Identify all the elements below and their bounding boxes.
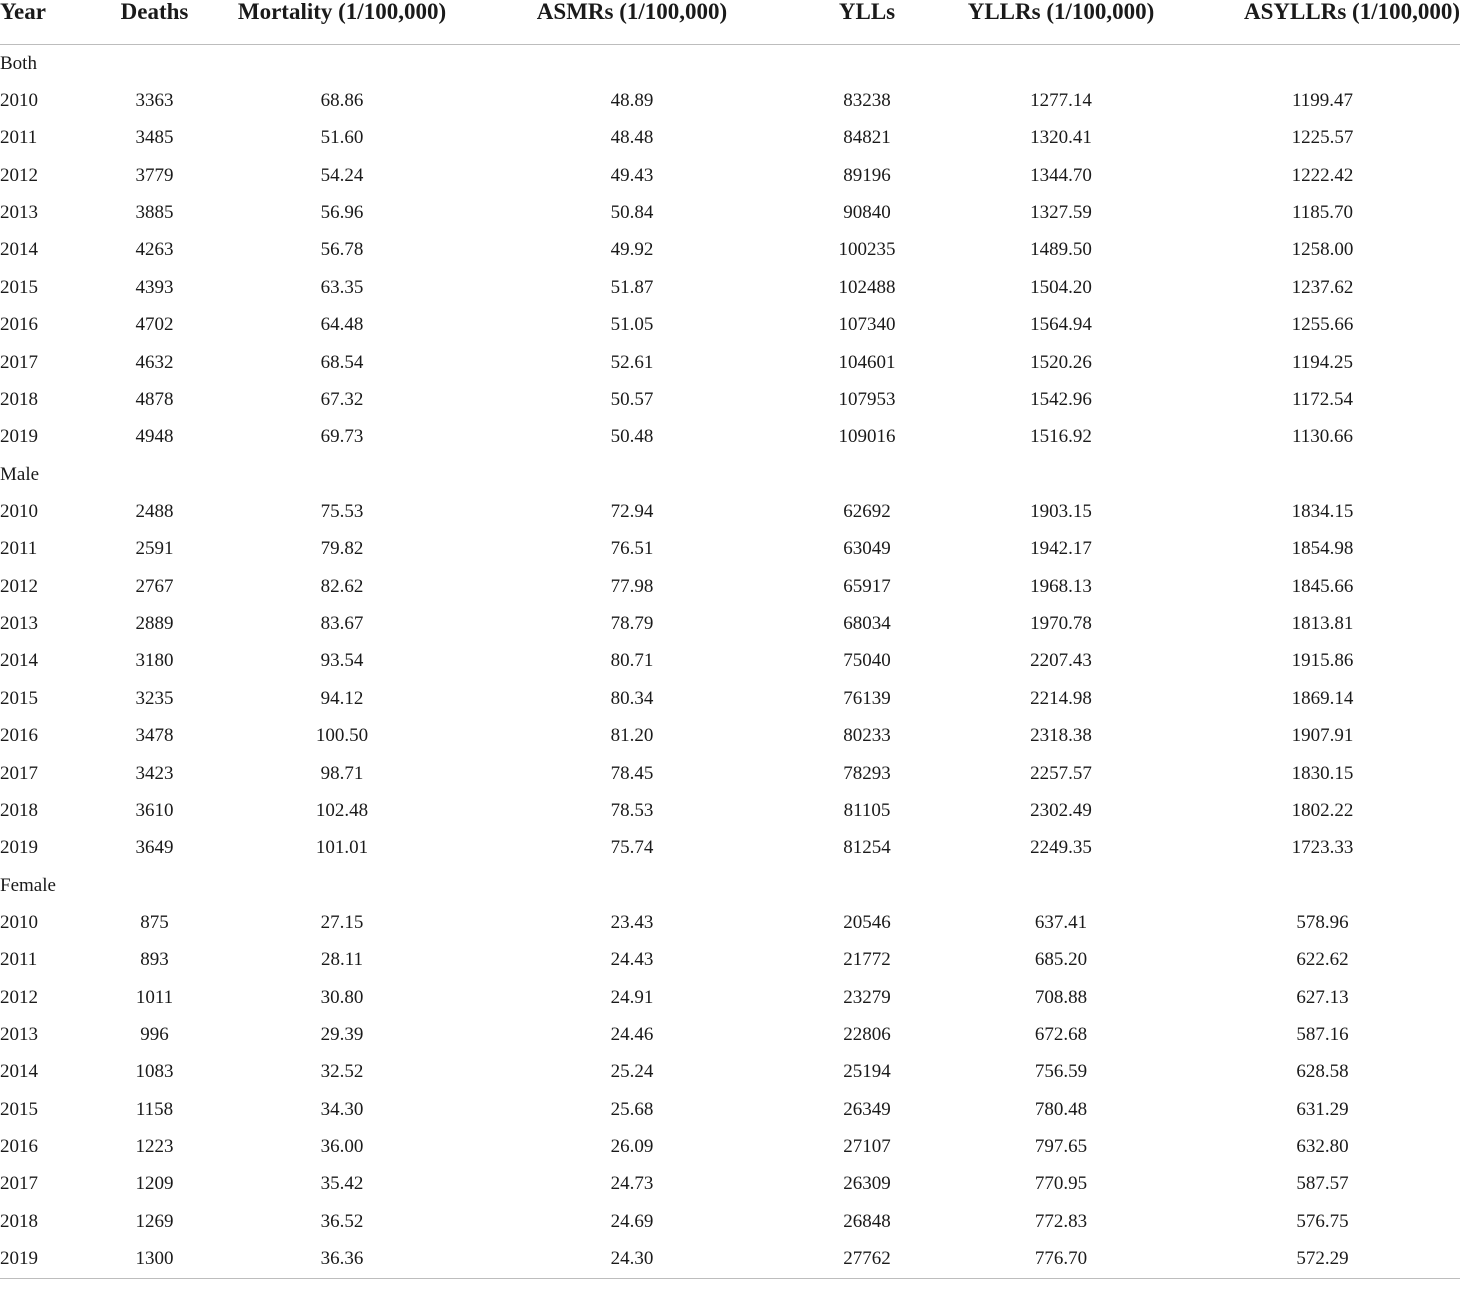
table-row xyxy=(0,568,1460,605)
cell-year: 2016 xyxy=(0,725,38,747)
cell-yllrs: 2214.98 xyxy=(1030,687,1092,709)
cell-asyllrs: 1258.00 xyxy=(1291,239,1354,261)
cell-yllrs: 2249.35 xyxy=(1030,837,1092,859)
group-row xyxy=(0,867,1460,904)
cell-asyllrs: 1194.25 xyxy=(1291,351,1354,373)
cell-yllrs: 772.83 xyxy=(1034,1210,1088,1232)
table-row xyxy=(0,381,1460,418)
cell-asyllrs: 631.29 xyxy=(1296,1098,1349,1120)
cell-deaths: 4393 xyxy=(135,276,174,298)
cell-asmrs: 51.05 xyxy=(610,314,654,336)
cell-asyllrs: 1813.81 xyxy=(1291,613,1354,635)
table-row xyxy=(0,830,1460,867)
cell-asmrs: 25.24 xyxy=(610,1061,654,1083)
cell-ylls: 26309 xyxy=(843,1173,891,1195)
cell-asyllrs: 627.13 xyxy=(1296,986,1349,1008)
table-row xyxy=(0,419,1460,456)
cell-asmrs: 24.46 xyxy=(610,1024,654,1046)
cell-mortality: 100.50 xyxy=(315,725,369,747)
cell-ylls: 76139 xyxy=(843,687,891,709)
cell-year: 2015 xyxy=(0,1098,38,1120)
cell-mortality: 82.62 xyxy=(320,575,364,597)
cell-year: 2013 xyxy=(0,202,38,224)
cell-yllrs: 2207.43 xyxy=(1030,650,1092,672)
cell-asyllrs: 1845.66 xyxy=(1291,575,1354,597)
table-row xyxy=(0,157,1460,194)
cell-mortality: 51.60 xyxy=(320,127,364,149)
cell-yllrs: 1277.14 xyxy=(1030,90,1092,112)
cell-deaths: 4878 xyxy=(135,388,174,410)
cell-asyllrs: 632.80 xyxy=(1296,1136,1349,1158)
cell-yllrs: 797.65 xyxy=(1034,1136,1088,1158)
cell-asyllrs: 587.16 xyxy=(1296,1024,1349,1046)
cell-year: 2016 xyxy=(0,1136,38,1158)
cell-mortality: 102.48 xyxy=(315,799,369,821)
cell-year: 2017 xyxy=(0,1173,38,1195)
cell-asyllrs: 576.75 xyxy=(1296,1210,1349,1232)
cell-asmrs: 49.92 xyxy=(610,239,654,261)
table-row xyxy=(0,904,1460,941)
column-header-year: Year xyxy=(0,0,92,45)
table-row xyxy=(0,194,1460,231)
column-header-asyllrs: ASYLLRs (1/100,000) xyxy=(1185,0,1460,45)
cell-deaths: 4702 xyxy=(135,314,174,336)
cell-yllrs: 2318.38 xyxy=(1030,725,1092,747)
table-header xyxy=(0,0,1460,45)
cell-asmrs: 76.51 xyxy=(610,538,654,560)
cell-year: 2018 xyxy=(0,799,38,821)
cell-asyllrs: 1225.57 xyxy=(1291,127,1354,149)
cell-mortality: 101.01 xyxy=(315,837,369,859)
cell-mortality: 56.96 xyxy=(320,202,364,224)
cell-ylls: 104601 xyxy=(838,351,896,373)
cell-yllrs: 1516.92 xyxy=(1030,426,1092,448)
cell-asmrs: 24.91 xyxy=(610,986,654,1008)
cell-mortality: 64.48 xyxy=(320,314,364,336)
cell-mortality: 32.52 xyxy=(320,1061,364,1083)
cell-mortality: 68.54 xyxy=(320,351,364,373)
cell-yllrs: 1942.17 xyxy=(1030,538,1092,560)
cell-deaths: 875 xyxy=(140,911,169,933)
cell-yllrs: 1504.20 xyxy=(1030,276,1092,298)
cell-year: 2016 xyxy=(0,314,38,336)
cell-ylls: 83238 xyxy=(843,90,891,112)
cell-ylls: 26848 xyxy=(843,1210,891,1232)
cell-deaths: 3423 xyxy=(135,762,174,784)
cell-ylls: 102488 xyxy=(838,276,896,298)
cell-mortality: 29.39 xyxy=(320,1024,364,1046)
cell-yllrs: 756.59 xyxy=(1034,1061,1088,1083)
cell-mortality: 94.12 xyxy=(320,687,364,709)
cell-asyllrs: 1830.15 xyxy=(1291,762,1354,784)
cell-asyllrs: 1723.33 xyxy=(1291,837,1354,859)
table-row xyxy=(0,1128,1460,1165)
table-row xyxy=(0,1054,1460,1091)
cell-year: 2011 xyxy=(0,949,38,971)
cell-year: 2013 xyxy=(0,613,38,635)
column-header-mortality: Mortality (1/100,000) xyxy=(217,0,467,45)
cell-asmrs: 50.48 xyxy=(610,426,654,448)
cell-asyllrs: 1802.22 xyxy=(1291,799,1354,821)
cell-mortality: 34.30 xyxy=(320,1098,364,1120)
cell-mortality: 36.36 xyxy=(217,1241,467,1279)
column-header-yllrs: YLLRs (1/100,000) xyxy=(937,0,1185,45)
cell-year: 2012 xyxy=(0,575,38,597)
cell-asyllrs: 1222.42 xyxy=(1291,164,1354,186)
cell-ylls: 22806 xyxy=(843,1024,891,1046)
cell-asmrs: 80.34 xyxy=(610,687,654,709)
cell-ylls: 75040 xyxy=(843,650,891,672)
cell-asmrs: 50.57 xyxy=(610,388,654,410)
cell-mortality: 28.11 xyxy=(320,949,364,971)
cell-ylls: 107340 xyxy=(838,314,896,336)
cell-asyllrs: 1915.86 xyxy=(1291,650,1354,672)
cell-asmrs: 75.74 xyxy=(610,837,654,859)
cell-deaths: 1223 xyxy=(135,1136,174,1158)
table-row xyxy=(0,1016,1460,1053)
cell-asyllrs: 1185.70 xyxy=(1291,202,1354,224)
group-row xyxy=(0,456,1460,493)
cell-yllrs: 1968.13 xyxy=(1030,575,1092,597)
cell-ylls: 68034 xyxy=(843,613,891,635)
cell-asyllrs: 622.62 xyxy=(1296,949,1349,971)
cell-yllrs: 1327.59 xyxy=(1030,202,1092,224)
cell-yllrs: 1520.26 xyxy=(1030,351,1092,373)
cell-asmrs: 26.09 xyxy=(610,1136,654,1158)
cell-asmrs: 78.45 xyxy=(610,762,654,784)
cell-ylls: 109016 xyxy=(838,426,896,448)
cell-yllrs: 780.48 xyxy=(1034,1098,1088,1120)
cell-asyllrs: 1130.66 xyxy=(1291,426,1354,448)
cell-year: 2010 xyxy=(0,90,38,112)
cell-asyllrs: 578.96 xyxy=(1296,911,1349,933)
cell-mortality: 27.15 xyxy=(320,911,364,933)
cell-asyllrs: 587.57 xyxy=(1296,1173,1349,1195)
cell-year: 2014 xyxy=(0,650,38,672)
table-row xyxy=(0,269,1460,306)
cell-yllrs: 776.70 xyxy=(937,1241,1185,1279)
table-row xyxy=(0,1091,1460,1128)
cell-year: 2013 xyxy=(0,1024,38,1046)
cell-ylls: 21772 xyxy=(843,949,891,971)
cell-ylls: 63049 xyxy=(843,538,891,560)
cell-ylls: 81105 xyxy=(843,799,891,821)
cell-yllrs: 708.88 xyxy=(1034,986,1088,1008)
table-row xyxy=(0,1241,1460,1279)
cell-year: 2018 xyxy=(0,1210,38,1232)
table-row xyxy=(0,120,1460,157)
cell-year: 2019 xyxy=(0,837,38,859)
cell-year: 2010 xyxy=(0,500,38,522)
table-row xyxy=(0,717,1460,754)
cell-yllrs: 2257.57 xyxy=(1030,762,1092,784)
table-row xyxy=(0,979,1460,1016)
cell-yllrs: 1564.94 xyxy=(1030,314,1092,336)
cell-yllrs: 637.41 xyxy=(1034,911,1088,933)
cell-mortality: 30.80 xyxy=(320,986,364,1008)
header-row xyxy=(0,0,1460,45)
cell-ylls: 26349 xyxy=(843,1098,891,1120)
cell-asyllrs: 628.58 xyxy=(1296,1061,1349,1083)
cell-deaths: 2767 xyxy=(135,575,174,597)
cell-year: 2017 xyxy=(0,351,38,373)
cell-ylls: 84821 xyxy=(843,127,891,149)
cell-mortality: 69.73 xyxy=(320,426,364,448)
cell-asmrs: 49.43 xyxy=(610,164,654,186)
cell-yllrs: 770.95 xyxy=(1034,1173,1088,1195)
cell-mortality: 79.82 xyxy=(320,538,364,560)
cell-ylls: 81254 xyxy=(843,837,891,859)
cell-year: 2011 xyxy=(0,127,38,149)
cell-asmrs: 51.87 xyxy=(610,276,654,298)
cell-yllrs: 685.20 xyxy=(1034,949,1088,971)
column-header-asmrs: ASMRs (1/100,000) xyxy=(467,0,797,45)
group-row xyxy=(0,45,1460,83)
cell-year: 2018 xyxy=(0,388,38,410)
cell-deaths: 996 xyxy=(140,1024,169,1046)
cell-mortality: 63.35 xyxy=(320,276,364,298)
cell-deaths: 4632 xyxy=(135,351,174,373)
group-label: Both xyxy=(0,52,37,74)
table-row xyxy=(0,792,1460,829)
cell-year: 2011 xyxy=(0,538,38,560)
cell-ylls: 27107 xyxy=(843,1136,891,1158)
table-body xyxy=(0,45,1460,1279)
table-row xyxy=(0,531,1460,568)
cell-deaths: 4948 xyxy=(135,426,174,448)
table-row xyxy=(0,307,1460,344)
cell-deaths: 3235 xyxy=(135,687,174,709)
cell-mortality: 35.42 xyxy=(320,1173,364,1195)
column-header-deaths: Deaths xyxy=(92,0,217,45)
cell-mortality: 67.32 xyxy=(320,388,364,410)
cell-yllrs: 2302.49 xyxy=(1030,799,1092,821)
cell-mortality: 98.71 xyxy=(320,762,364,784)
column-header-ylls: YLLs xyxy=(797,0,937,45)
cell-deaths: 3779 xyxy=(135,164,174,186)
cell-deaths: 3180 xyxy=(135,650,174,672)
cell-year: 2012 xyxy=(0,986,38,1008)
group-label: Male xyxy=(0,463,40,485)
cell-year: 2019 xyxy=(0,1241,92,1279)
cell-deaths: 3485 xyxy=(135,127,174,149)
table-row xyxy=(0,344,1460,381)
cell-asmrs: 77.98 xyxy=(610,575,654,597)
cell-mortality: 54.24 xyxy=(320,164,364,186)
cell-year: 2012 xyxy=(0,164,38,186)
table-row xyxy=(0,755,1460,792)
cell-asyllrs: 1172.54 xyxy=(1291,388,1354,410)
cell-deaths: 4263 xyxy=(135,239,174,261)
cell-asmrs: 23.43 xyxy=(610,911,654,933)
cell-ylls: 27762 xyxy=(797,1241,937,1279)
cell-asmrs: 52.61 xyxy=(610,351,654,373)
cell-asmrs: 50.84 xyxy=(610,202,654,224)
cell-deaths: 3363 xyxy=(135,90,174,112)
cell-asyllrs: 572.29 xyxy=(1185,1241,1460,1279)
cell-mortality: 56.78 xyxy=(320,239,364,261)
cell-deaths: 1300 xyxy=(92,1241,217,1279)
cell-deaths: 3885 xyxy=(135,202,174,224)
cell-year: 2014 xyxy=(0,1061,38,1083)
cell-ylls: 23279 xyxy=(843,986,891,1008)
cell-deaths: 1269 xyxy=(135,1210,174,1232)
cell-deaths: 1011 xyxy=(135,986,174,1008)
table-row xyxy=(0,1166,1460,1203)
cell-asyllrs: 1834.15 xyxy=(1291,500,1354,522)
cell-asmrs: 24.69 xyxy=(610,1210,654,1232)
table-row xyxy=(0,605,1460,642)
table-row xyxy=(0,942,1460,979)
table-row xyxy=(0,643,1460,680)
cell-ylls: 25194 xyxy=(843,1061,891,1083)
cell-yllrs: 1320.41 xyxy=(1030,127,1092,149)
cell-yllrs: 1542.96 xyxy=(1030,388,1092,410)
table-row xyxy=(0,82,1460,119)
cell-asmrs: 24.43 xyxy=(610,949,654,971)
table-row xyxy=(0,1203,1460,1240)
cell-deaths: 3649 xyxy=(135,837,174,859)
cell-year: 2017 xyxy=(0,762,38,784)
cell-year: 2014 xyxy=(0,239,38,261)
cell-asmrs: 24.30 xyxy=(467,1241,797,1279)
cell-asmrs: 24.73 xyxy=(610,1173,654,1195)
cell-ylls: 20546 xyxy=(843,911,891,933)
cell-yllrs: 1344.70 xyxy=(1030,164,1092,186)
cell-asyllrs: 1255.66 xyxy=(1291,314,1354,336)
cell-yllrs: 1903.15 xyxy=(1030,500,1092,522)
cell-year: 2010 xyxy=(0,911,38,933)
cell-asmrs: 80.71 xyxy=(610,650,654,672)
cell-ylls: 80233 xyxy=(843,725,891,747)
cell-asmrs: 81.20 xyxy=(610,725,654,747)
cell-asyllrs: 1199.47 xyxy=(1291,90,1354,112)
cell-ylls: 62692 xyxy=(843,500,891,522)
group-label: Female xyxy=(0,874,56,896)
cell-deaths: 1209 xyxy=(135,1173,174,1195)
cell-asyllrs: 1237.62 xyxy=(1291,276,1354,298)
cell-mortality: 68.86 xyxy=(320,90,364,112)
cell-deaths: 2889 xyxy=(135,613,174,635)
table-row xyxy=(0,493,1460,530)
cell-ylls: 89196 xyxy=(843,164,891,186)
cell-yllrs: 1970.78 xyxy=(1030,613,1092,635)
cell-year: 2015 xyxy=(0,276,38,298)
cell-asmrs: 48.48 xyxy=(610,127,654,149)
cell-asyllrs: 1854.98 xyxy=(1291,538,1354,560)
cell-deaths: 1083 xyxy=(135,1061,174,1083)
cell-deaths: 3478 xyxy=(135,725,174,747)
table-row xyxy=(0,680,1460,717)
cell-ylls: 107953 xyxy=(838,388,896,410)
cell-ylls: 90840 xyxy=(843,202,891,224)
cell-asmrs: 72.94 xyxy=(610,500,654,522)
cell-mortality: 93.54 xyxy=(320,650,364,672)
cell-asyllrs: 1869.14 xyxy=(1291,687,1354,709)
cell-asmrs: 25.68 xyxy=(610,1098,654,1120)
cell-ylls: 78293 xyxy=(843,762,891,784)
cell-mortality: 75.53 xyxy=(320,500,364,522)
cell-deaths: 893 xyxy=(140,949,169,971)
cell-mortality: 36.52 xyxy=(320,1210,364,1232)
cell-asmrs: 48.89 xyxy=(610,90,654,112)
cell-deaths: 3610 xyxy=(135,799,174,821)
cell-mortality: 36.00 xyxy=(320,1136,364,1158)
cell-asmrs: 78.79 xyxy=(610,613,654,635)
cell-year: 2015 xyxy=(0,687,38,709)
cell-deaths: 2591 xyxy=(135,538,174,560)
cell-yllrs: 1489.50 xyxy=(1030,239,1092,261)
cell-asmrs: 78.53 xyxy=(610,799,654,821)
cell-deaths: 2488 xyxy=(135,500,174,522)
cell-yllrs: 672.68 xyxy=(1034,1024,1088,1046)
table-row xyxy=(0,232,1460,269)
cell-ylls: 65917 xyxy=(843,575,891,597)
cell-year: 2019 xyxy=(0,426,38,448)
cell-deaths: 1158 xyxy=(135,1098,174,1120)
cell-ylls: 100235 xyxy=(838,239,896,261)
cell-mortality: 83.67 xyxy=(320,613,364,635)
cell-asyllrs: 1907.91 xyxy=(1291,725,1354,747)
